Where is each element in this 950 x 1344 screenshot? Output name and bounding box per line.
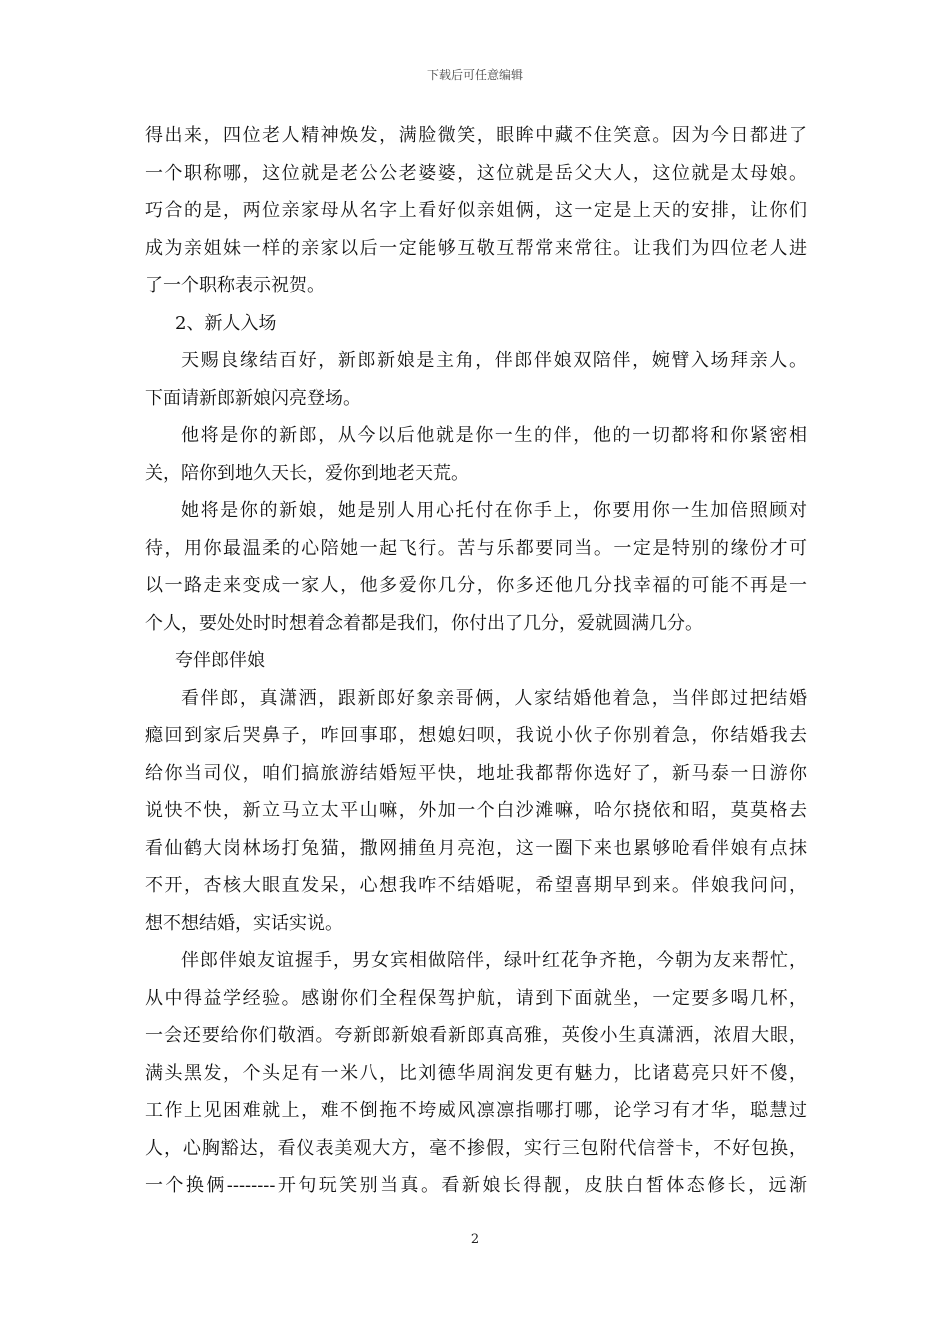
- body-text: [145, 117, 807, 1205]
- text-line: 她将是你的新娘，她是别人用心托付在你手上，你要用你一生加倍照顾对: [181, 500, 807, 521]
- text-line: 一个职称哪，这位就是老公公老婆婆，这位就是岳父大人，这位就是太母娘。: [145, 162, 807, 184]
- text-line: 以一路走来变成一家人，他多爱你几分，你多还他几分找幸福的可能不再是一: [145, 575, 807, 596]
- text-line: 他将是你的新郎，从今以后他就是你一生的伴，他的一切都将和你紧密相: [181, 425, 807, 446]
- text-line: 说快不快，新立马立太平山嘛，外加一个白沙滩嘛，哈尔挠依和昭，莫莫格去: [145, 800, 807, 821]
- text-line: 伴郎伴娘友谊握手，男女宾相做陪伴，绿叶红花争齐艳，今朝为友来帮忙，: [181, 950, 807, 971]
- text-line: 巧合的是，两位亲家母从名字上看好似亲姐俩，这一定是上天的安排，让你们: [145, 200, 807, 221]
- text-line: 了一个职称表示祝贺。: [145, 275, 325, 296]
- text-line: 个人，要处处时时想着念着都是我们，你付出了几分，爱就圆满几分。: [145, 612, 703, 634]
- text-line: 看仙鹤大岗林场打兔猫，撒网捕鱼月亮泡，这一圈下来也累够呛看伴娘有点抹: [145, 837, 807, 859]
- text-line: 工作上见困难就上，难不倒拖不垮威风凛凛指哪打哪，论学习有才华，聪慧过: [145, 1100, 807, 1121]
- text-line: 满头黑发，个头足有一米八，比刘德华周润发更有魅力，比诸葛亮只奸不傻，: [145, 1062, 807, 1084]
- section-heading: 2、新人入场: [175, 312, 277, 334]
- text-line: 瘾回到家后哭鼻子，咋回事耶，想媳妇呗，我说小伙子你别着急，你结婚我去: [145, 725, 807, 746]
- text-line: 关，陪你到地久天长，爱你到地老天荒。: [145, 462, 469, 484]
- text-line: 人，心胸豁达，看仪表美观大方，毫不掺假，实行三包附代信誉卡，不好包换，: [145, 1137, 807, 1159]
- text-line: 从中得益学经验。感谢你们全程保驾护航，请到下面就坐，一定要多喝几杯，: [145, 987, 807, 1009]
- text-line: 给你当司仪，咱们搞旅游结婚短平快，地址我都帮你选好了，新马泰一日游你: [145, 762, 807, 784]
- text-line: 看伴郎，真潇洒，跟新郎好象亲哥俩，人家结婚他着急，当伴郎过把结婚: [181, 687, 807, 709]
- text-line: 不开，杏核大眼直发呆，心想我咋不结婚呢，希望喜期早到来。伴娘我问问，: [145, 875, 807, 896]
- text-line: 得出来，四位老人精神焕发，满脸微笑，眼眸中藏不住笑意。因为今日都进了: [145, 125, 807, 146]
- page-number: 2: [470, 1232, 480, 1247]
- text-line: 一会还要给你们敬酒。夸新郎新娘看新郎真高雅，英俊小生真潇洒，浓眉大眼，: [145, 1025, 807, 1046]
- text-line: 待，用你最温柔的心陪她一起飞行。苦与乐都要同当。一定是特别的缘份才可: [145, 537, 807, 559]
- text-line: 天赐良缘结百好，新郎新娘是主角，伴郎伴娘双陪伴，婉臂入场拜亲人。: [181, 350, 807, 371]
- page-header: 下载后可任意编辑: [426, 68, 523, 82]
- text-line: 想不想结婚，实话实说。: [145, 912, 343, 934]
- text-line: 一个换俩--------开句玩笑别当真。看新娘长得靓，皮肤白皙体态修长，远渐: [145, 1175, 807, 1196]
- section-heading: 夸伴郎伴娘: [175, 650, 265, 671]
- text-line: 下面请新郎新娘闪亮登场。: [145, 387, 361, 409]
- text-line: 成为亲姐妹一样的亲家以后一定能够互敬互帮常来常往。让我们为四位老人进: [145, 237, 807, 259]
